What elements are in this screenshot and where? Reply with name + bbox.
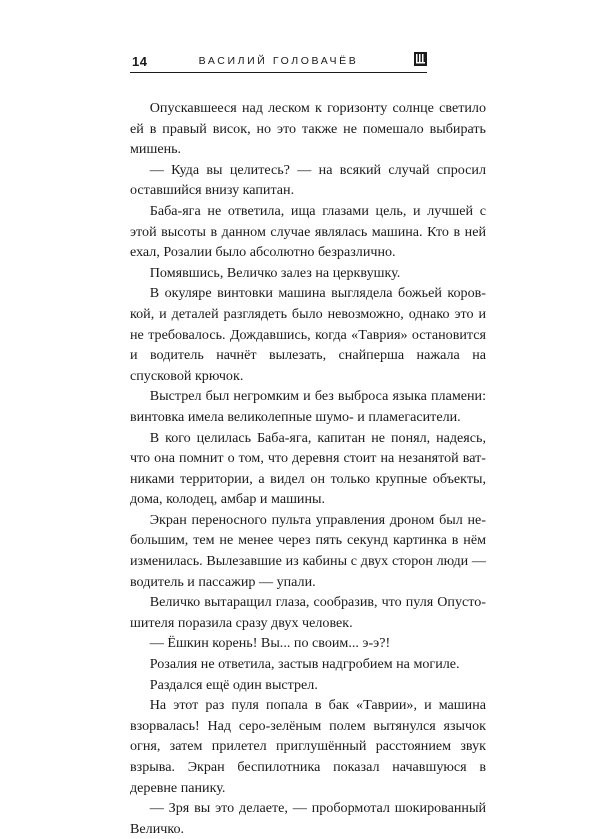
paragraph: Раздался ещё один выстрел. bbox=[149, 676, 318, 693]
paragraph: Баба-яга не ответила, ища глазами цель, и лучшей с этой высоты в данном случае являлась машина. Кто в ней ехал, Розалии было абсолютно безразлично. bbox=[130, 202, 486, 261]
paragraph: — Ёшкин корень! Вы... по своим... э-э?! bbox=[149, 635, 391, 652]
page-number: 14 bbox=[132, 54, 148, 69]
paragraph: В кого целилась Баба-яга, капитан не понял, надеясь, что она помнит о том, что деревня стоит на незанятой ватниками территории, а видел он только крупные объекты, дома, колодец, амбар и машины. bbox=[130, 429, 486, 508]
header-rule bbox=[130, 72, 427, 73]
paragraph: Розалия не ответила, застыв надгробием на могиле. bbox=[149, 656, 460, 673]
paragraph: Помявшись, Величко залез на церквушку. bbox=[149, 264, 401, 281]
paragraph: — Зря вы это делаете, — пробормотал шокированный Величко. bbox=[130, 800, 486, 837]
paragraph: Выстрел был негромким и без выброса языка пламени: винтовка имела великолепные шумо- и пламегасители. bbox=[130, 388, 486, 425]
paragraph: Опускавшееся над леском к горизонту солнце светило ей в правый висок, но это также не помешало выбирать мишень. bbox=[130, 100, 486, 158]
paragraph: На этот раз пуля попала в бак «Таврии», и машина взорвалась! Над серо-зелёным полем вытянулся язычок огня, затем прилетел приглушённый расстоянием звук взрыва. Экран беспилотника показал начавшуюся в деревне панику. bbox=[130, 697, 486, 796]
body-text bbox=[130, 98, 486, 839]
publisher-logo-icon bbox=[414, 52, 427, 66]
running-head-author: ВАСИЛИЙ ГОЛОВАЧЁВ bbox=[198, 55, 359, 67]
paragraph: В окуляре винтовки машина выглядела божьей коровкой, и деталей разглядеть было невозможно, однако это и не требовалось. Дождавшись, когда «Таврия» остановится и водитель начнёт вылезать, снайперша нажала на спусковой крючок. bbox=[130, 285, 486, 384]
paragraph: Экран переносного пульта управления дроном был небольшим, тем не менее через пять секунд картинка в нём изменилась. Вылезавшие из кабины с двух сторон люди — водитель и пассажир — упали. bbox=[130, 511, 486, 590]
paragraph: — Куда вы целитесь? — на всякий случай спросил оставшийся внизу капитан. bbox=[130, 161, 486, 199]
paragraph: Величко вытаращил глаза, сообразив, что пуля Опустошителя поразила сразу двух человек. bbox=[130, 594, 486, 631]
page-header bbox=[130, 52, 427, 72]
